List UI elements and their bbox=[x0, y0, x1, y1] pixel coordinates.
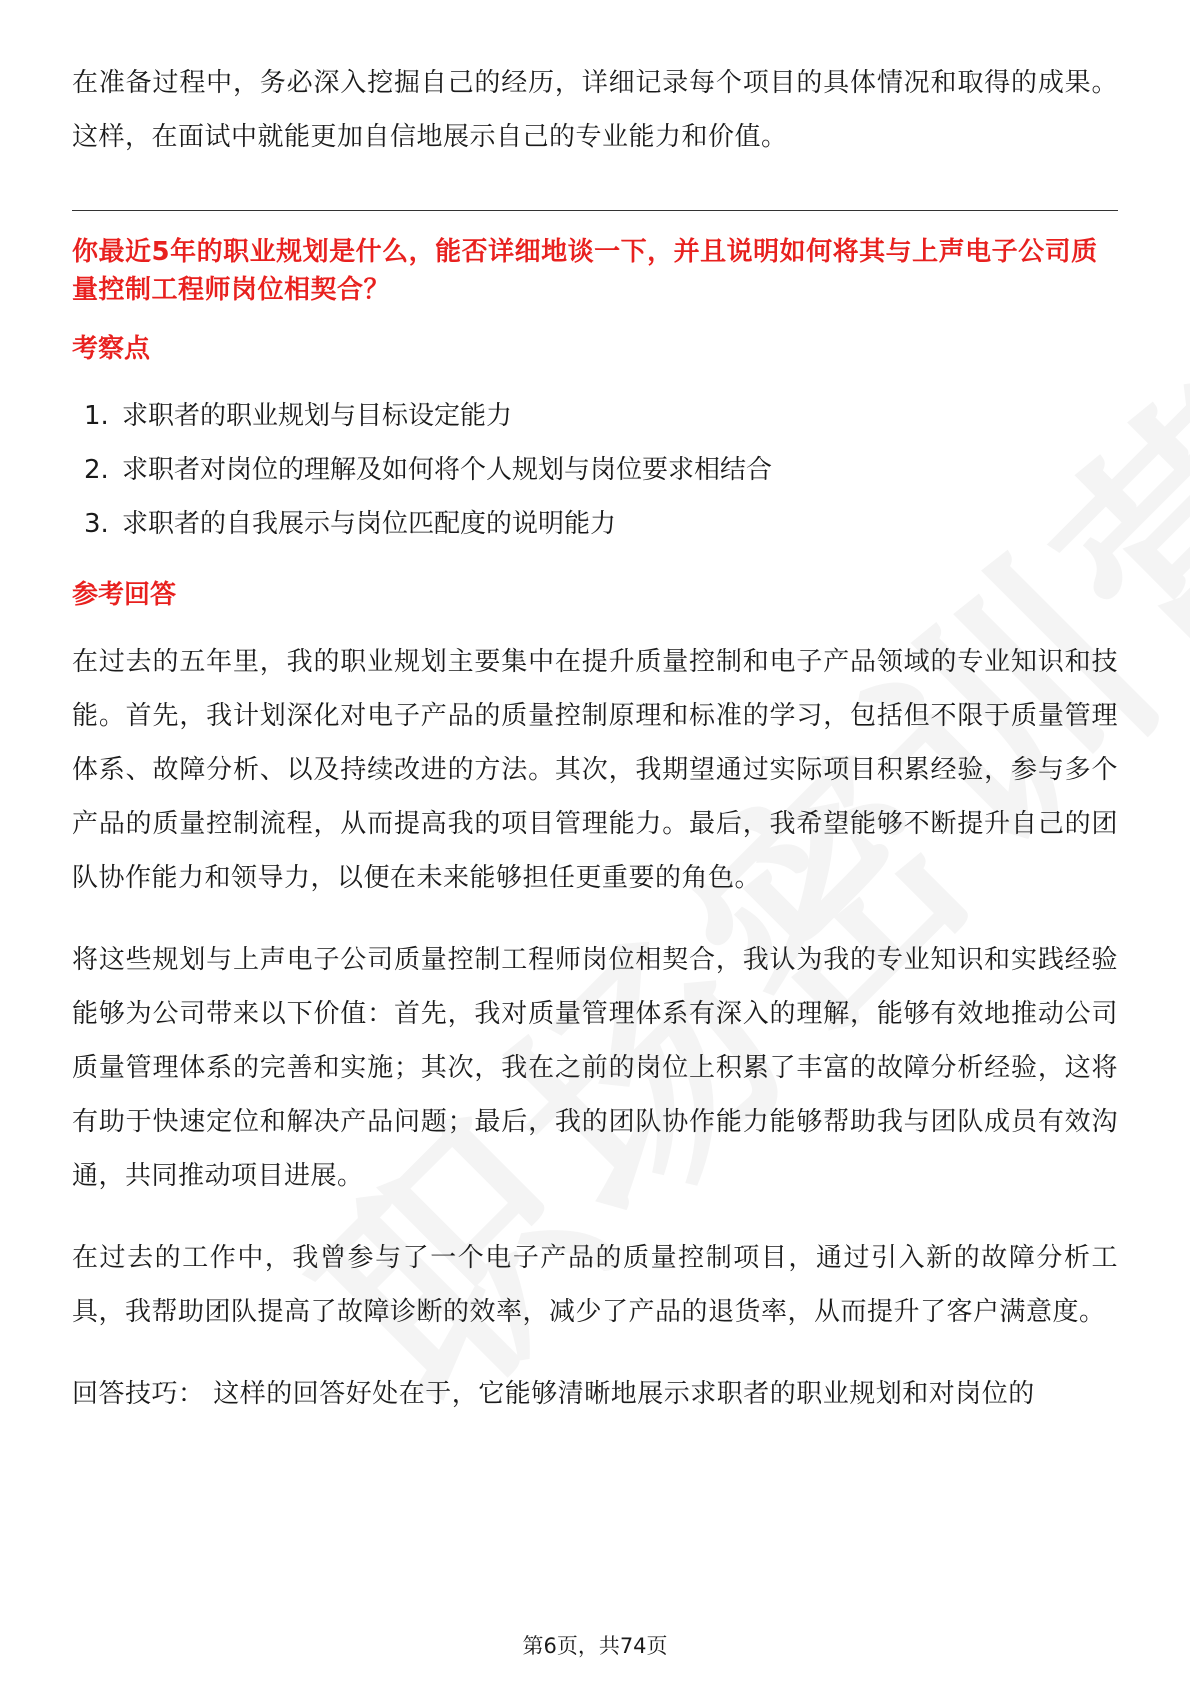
page-number-footer: 第6页，共74页 bbox=[522, 1634, 668, 1658]
answer-tips-paragraph: 回答技巧： 这样的回答好处在于，它能够清晰地展示求职者的职业规划和对岗位的 bbox=[72, 1379, 1035, 1409]
list-item-text: 求职者对岗位的理解及如何将个人规划与岗位要求相结合 bbox=[122, 455, 773, 485]
answer-paragraph: 在过去的工作中，我曾参与了一个电子产品的质量控制项目，通过引入新的故障分析工具，我帮助团队提高了故障诊断的效率，减少了产品的退货率，从而提升了客户满意度。 bbox=[72, 1243, 1118, 1327]
question-heading: 你最近5年的职业规划是什么，能否详细地谈一下，并且说明如何将其与上声电子公司质量控制工程师岗位相契合？ bbox=[72, 237, 1098, 305]
list-item-text: 求职者的职业规划与目标设定能力 bbox=[122, 401, 513, 431]
answer-paragraph: 在过去的五年里，我的职业规划主要集中在提升质量控制和电子产品领域的专业知识和技能。首先，我计划深化对电子产品的质量控制原理和标准的学习，包括但不限于质量管理体系、故障分析、以及持续改进的方法。其次，我期望通过实际项目积累经验，参与多个产品的质量控制流程，从而提高我的项目管理能力。最后，我希望能够不断提升自己的团队协作能力和领导力，以便在未来能够担任更重要的角色。 bbox=[72, 647, 1118, 893]
page-content bbox=[72, 56, 1118, 1421]
section-divider bbox=[72, 210, 1118, 211]
list-item bbox=[84, 389, 1118, 443]
list-item-number: 2. bbox=[84, 455, 109, 485]
answer-paragraph: 将这些规划与上声电子公司质量控制工程师岗位相契合，我认为我的专业知识和实践经验能够为公司带来以下价值：首先，我对质量管理体系有深入的理解，能够有效地推动公司质量管理体系的完善和实施；其次，我在之前的岗位上积累了丰富的故障分析经验，这将有助于快速定位和解决产品问题；最后，我的团队协作能力能够帮助我与团队成员有效沟通，共同推动项目进展。 bbox=[72, 945, 1118, 1191]
assessment-list bbox=[72, 389, 1118, 551]
assessment-heading: 考察点 bbox=[72, 334, 151, 364]
intro-paragraph: 在准备过程中，务必深入挖掘自己的经历，详细记录每个项目的具体情况和取得的成果。这样，在面试中就能更加自信地展示自己的专业能力和价值。 bbox=[72, 68, 1118, 152]
list-item-number: 1. bbox=[84, 401, 109, 431]
list-item-number: 3. bbox=[84, 509, 109, 539]
list-item bbox=[84, 497, 1118, 551]
list-item bbox=[84, 443, 1118, 497]
answer-heading: 参考回答 bbox=[72, 580, 177, 610]
list-item-text: 求职者的自我展示与岗位匹配度的说明能力 bbox=[122, 509, 617, 539]
